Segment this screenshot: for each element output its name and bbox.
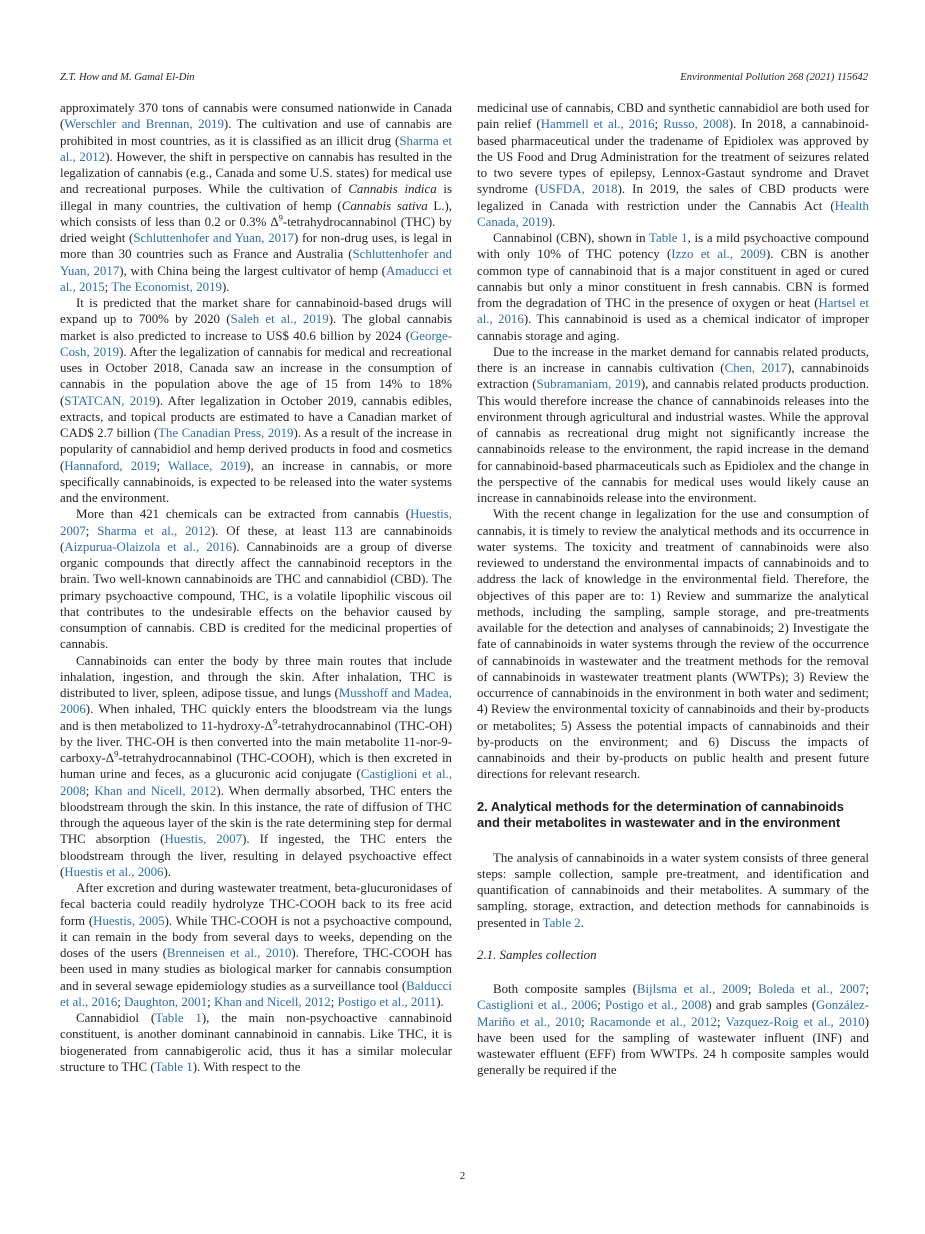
citation-link[interactable]: Health Canada, 2019 — [477, 198, 869, 229]
citation-link[interactable]: Russo, 2008 — [663, 117, 729, 132]
paragraph: After excretion and during wastewater treatment, beta-glucuronidases of fecal bacteria could readily hydrolyze THC-COOH back to its free acid form (Huestis, 2005). While THC-COOH is not a psychoactive compound, it can remain in the body from several days to weeks, depending on the doses of the users (Brenneisen et al., 2010). Therefore, THC-COOH has been used in many studies as biological marker for cannabis consumption and in several sewage epidemiology studies as a surveillance tool (Balducci et al., 2016; Daughton, 2001; Khan and Nicell, 2012; Postigo et al., 2011). — [60, 881, 452, 1009]
citation-link[interactable]: Huestis, 2005 — [93, 913, 165, 928]
table-link[interactable]: Table 2 — [542, 915, 581, 930]
paragraph: Cannabidiol (Table 1), the main non-psychoactive cannabinoid constituent, is another dominant cannabinoid in cannabis. Like THC, it is biogenerated from cannabigerolic acid, thus it has a similar molecular structure to THC (Table 1). With respect to the — [60, 1011, 452, 1074]
citation-link[interactable]: Postigo et al., 2011 — [337, 994, 437, 1009]
right-column — [477, 100, 869, 1079]
paragraph: More than 421 chemicals can be extracted from cannabis (Huestis, 2007; Sharma et al., 2012). Of these, at least 113 are cannabinoids (Aizpurua-Olaizola et al., 2016). Cannabinoids are a group of diverse organic compounds that directly affect the cannabinoid receptors in the brain. Two well-known cannabinoids are THC and cannabidiol (CBD). The primary psychoactive compound, THC, is a volatile lipophilic viscous oil that contributes to the undesirable effects on the behavior caused by consumption of cannabis. CBD is credited for the medicinal properties of cannabis. — [60, 507, 452, 652]
citation-link[interactable]: The Economist, 2019 — [111, 279, 222, 294]
citation-link[interactable]: Racamonde et al., 2012 — [589, 1014, 717, 1029]
citation-link[interactable]: González-Mariño et al., 2010 — [477, 998, 869, 1029]
citation-link[interactable]: Vazquez-Roig et al., 2010 — [725, 1014, 865, 1029]
table-link[interactable]: Table 1 — [649, 231, 688, 245]
page-number: 2 — [459, 1170, 466, 1182]
citation-link[interactable]: Khan and Nicell, 2012 — [94, 783, 217, 798]
left-column — [60, 100, 452, 1075]
citation-link[interactable]: Hammell et al., 2016 — [540, 117, 655, 132]
citation-link[interactable]: Balducci et al., 2016 — [60, 978, 452, 1009]
citation-link[interactable]: USFDA, 2018 — [539, 182, 618, 197]
paragraph: It is predicted that the market share for cannabinoid-based drugs will expand up to 700% by 2020 (Saleh et al., 2019). The global cannabis market is also predicted to increase to US$ 40.6 billion by 2024 (George-Cosh, 2019). After the legalization of cannabis for medical and recreational uses in October 2018, Canada saw an increase in the consumption of cannabis in the population above the age of 15 from 14% to 18% (STATCAN, 2019). After legalization in October 2019, cannabis edibles, extracts, and topical products are estimated to have a Canadian market of CAD$ 2.7 billion (The Canadian Press, 2019). As a result of the increase in popularity of cannabidiol and hemp derived products in food and cosmetics (Hannaford, 2019; Wallace, 2019), an increase in cannabis, or more specifically cannabinoids, is expected to be released into the water systems and the environment. — [60, 296, 453, 505]
citation-link[interactable]: Khan and Nicell, 2012 — [213, 994, 331, 1009]
citation-link[interactable]: Hartsel et al., 2016 — [477, 296, 869, 327]
citation-link[interactable]: Musshoff and Madea, 2006 — [60, 686, 452, 717]
citation-link[interactable]: Izzo et al., 2009 — [671, 247, 767, 262]
section-heading: 2. Analytical methods for the determination of cannabinoids and their metabolites in wastewater and in the environment — [477, 798, 844, 830]
citation-link[interactable]: STATCAN, 2019 — [64, 393, 156, 408]
citation-link[interactable]: Hannaford, 2019 — [64, 458, 157, 473]
paragraph: Cannabinol (CBN), shown in Table 1, is a mild psychoactive compound with only 10% of THC potency (Izzo et al., 2009). CBN is another common type of cannabinoid that is a major constituent in aged or cured cannabis but only a minor constituent in fresh cannabis. CBN is formed from the degradation of THC in the presence of oxygen or heat (Hartsel et al., 2016). This cannabinoid is used as a chemical indicator of improper cannabis storage and aging. — [477, 231, 869, 343]
citation-link[interactable]: Werschler and Brennan, 2019 — [64, 117, 224, 132]
citation-link[interactable]: Subramaniam, 2019 — [536, 377, 641, 392]
citation-link[interactable]: Huestis, 2007 — [60, 507, 452, 538]
paragraph: Both composite samples (Bijlsma et al., 2009; Boleda et al., 2007; Castiglioni et al., 2006; Postigo et al., 2008) and grab samples (González-Mariño et al., 2010; Racamonde et al., 2012; Vazquez-Roig et al., 2010) have been used for the sampling of wastewater influent (INF) and wastewater effluent (EFF) from WWTPs. 24 h composite samples would generally be required if the — [477, 982, 869, 1078]
subsection-heading: 2.1. Samples collection — [477, 947, 597, 962]
paragraph: With the recent change in legalization for the use and consumption of cannabis, it is timely to review the analytical methods and its occurrence in water systems. The toxicity and treatment of cannabinoids were also reviewed to understand the environmental impacts of cannabinoids and to address the lack of knowledge in the environmental field. Therefore, the objectives of this paper are to: 1) Review and summarize the analytical methods, including the sampling, sample storage, and pre-treatments available for the detection and analyses of cannabinoids; 2) Investigate the fate of cannabinoids in water systems through the review of the occurrence of cannabinoids in wastewater and the treatment methods for the removal of cannabinoids in wastewater treatment plants (WWTPs); 3) Review the occurrence of cannabinoids in the environment in both water and sediment; 4) Review the environmental toxicity of cannabinoids and their by-products or metabolites; 5) Assess the potential impacts of cannabinoids and their by-products on the environment; and 6) Discuss the impacts of cannabinoids and their by-products on public health and present future directions for relevant research. — [477, 507, 869, 782]
citation-link[interactable]: Schluttenhofer and Yuan, 2017 — [60, 247, 452, 278]
citation-link[interactable]: Postigo et al., 2008 — [605, 998, 708, 1013]
paragraph: Due to the increase in the market demand for cannabis related products, there is an increase in cannabis cultivation (Chen, 2017), cannabinoids extraction (Subramaniam, 2019), and cannabis related products production. This would therefore increase the chance of cannabinoids releases into the environment through agricultural and industrial wastes. While the approval of cannabis as recreational drug might not significantly increase the cannabinoids release to the environment, the rapid increase in the demand for cannabinoid-based pharmaceuticals such as Epidiolex and the change in the perspective of the cannabis for medical uses would likely cause an increase in cannabinoids release into the environment. — [477, 344, 869, 505]
table-link[interactable]: Table 1 — [155, 1011, 202, 1025]
running-header-authors: Z.T. How and M. Gamal El-Din — [60, 72, 195, 83]
citation-link[interactable]: Sharma et al., 2012 — [97, 523, 211, 538]
running-header-journal: Environmental Pollution 268 (2021) 115642 — [680, 72, 868, 83]
citation-link[interactable]: Daughton, 2001 — [124, 994, 208, 1009]
citation-link[interactable]: George-Cosh, 2019 — [60, 328, 452, 359]
citation-link[interactable]: The Canadian Press, 2019 — [158, 426, 294, 440]
citation-link[interactable]: Aizpurua-Olaizola et al., 2016 — [64, 539, 233, 554]
citation-link[interactable]: Castiglioni et al., 2006 — [477, 998, 598, 1013]
citation-link[interactable]: Castiglioni et al., 2008 — [60, 767, 453, 798]
table-link[interactable]: Table 1 — [154, 1059, 193, 1074]
citation-link[interactable]: Huestis et al., 2006 — [64, 864, 164, 879]
citation-link[interactable]: Wallace, 2019 — [167, 458, 247, 473]
paragraph: Cannabinoids can enter the body by three main routes that include inhalation, ingestion, and through the skin. After inhalation, THC is distributed to liver, spleen, adipose tissue, and lungs (Musshoff and Madea, 2006). When inhaled, THC quickly enters the bloodstream via the lungs and is then metabolized to $11-hydroxy-\Delta^9$-tetrahydrocannabinol (THC-OH) by the liver. THC-OH is then converted into the main metabolite $11-nor-9-carboxy-\Delta^9$-tetrahydrocannabinol (THC-COOH), which is then excreted in human urine and feces, as a glucuronic acid conjugate (Castiglioni et al., 2008; Khan and Nicell, 2012). When dermally absorbed, THC enters the bloodstream through the skin. In this instance, the rate of diffusion of THC through the aqueous layer of the skin is the rate determining step for dermal THC absorption (Huestis, 2007). If ingested, the THC enters the bloodstream through the liver, resulting in delayed psychoactive effect (Huestis et al., 2006). — [60, 653, 453, 879]
citation-link[interactable]: Boleda et al., 2007 — [758, 982, 866, 996]
citation-link[interactable]: Huestis, 2007 — [164, 832, 243, 847]
citation-link[interactable]: Brenneisen et al., 2010 — [166, 946, 292, 960]
citation-link[interactable]: Amaducci et al., 2015 — [60, 263, 453, 294]
citation-link[interactable]: Bijlsma et al., 2009 — [636, 982, 748, 996]
citation-link[interactable]: Chen, 2017 — [724, 361, 788, 375]
paragraph: medicinal use of cannabis, CBD and synthetic cannabidiol are both used for pain relief (Hammell et al., 2016; Russo, 2008). In 2018, a cannabinoid-based pharmaceutical under the tradename of Epidiolex was approved by the US Food and Drug Administration for the treatment of seizures related to two severe types of epilepsy, Lennox-Gastaut syndrome and Dravet syndrome (USFDA, 2018). In 2019, the sales of CBD products were legalized in Canada with restriction under the Cannabis Act (Health Canada, 2019). — [477, 101, 869, 229]
paragraph: approximately 370 tons of cannabis were consumed nationwide in Canada (Werschler and Brennan, 2019). The cultivation and use of cannabis are prohibited in most countries, as it is classified as an illicit drug (Sharma et al., 2012). However, the shift in perspective on cannabis has resulted in the legalization of cannabis (e.g., Canada and some U.S. states) for medical use and recreational purposes. While the cultivation of Cannabis indica is illegal in many countries, the cultivation of hemp (Cannabis sativa L.), which consists of less than 0.2 or 0.3% $\Delta^9$-tetrahydrocannabinol (THC) by dried weight (Schluttenhofer and Yuan, 2017) for non-drug uses, is legal in more than 30 countries such as France and Australia (Schluttenhofer and Yuan, 2017), with China being the largest cultivator of hemp (Amaducci et al., 2015; The Economist, 2019). — [60, 101, 453, 294]
citation-link[interactable]: Saleh et al., 2019 — [230, 312, 329, 327]
paragraph: The analysis of cannabinoids in a water system consists of three general steps: sample collection, sample pre-treatment, and identification and quantification of cannabinoids and their metabolites. A summary of the sampling, storage, extraction, and detection methods for cannabinoids is presented in Table 2. — [477, 850, 869, 930]
citation-link[interactable]: Sharma et al., 2012 — [60, 133, 452, 164]
citation-link[interactable]: Schluttenhofer and Yuan, 2017 — [133, 231, 294, 245]
